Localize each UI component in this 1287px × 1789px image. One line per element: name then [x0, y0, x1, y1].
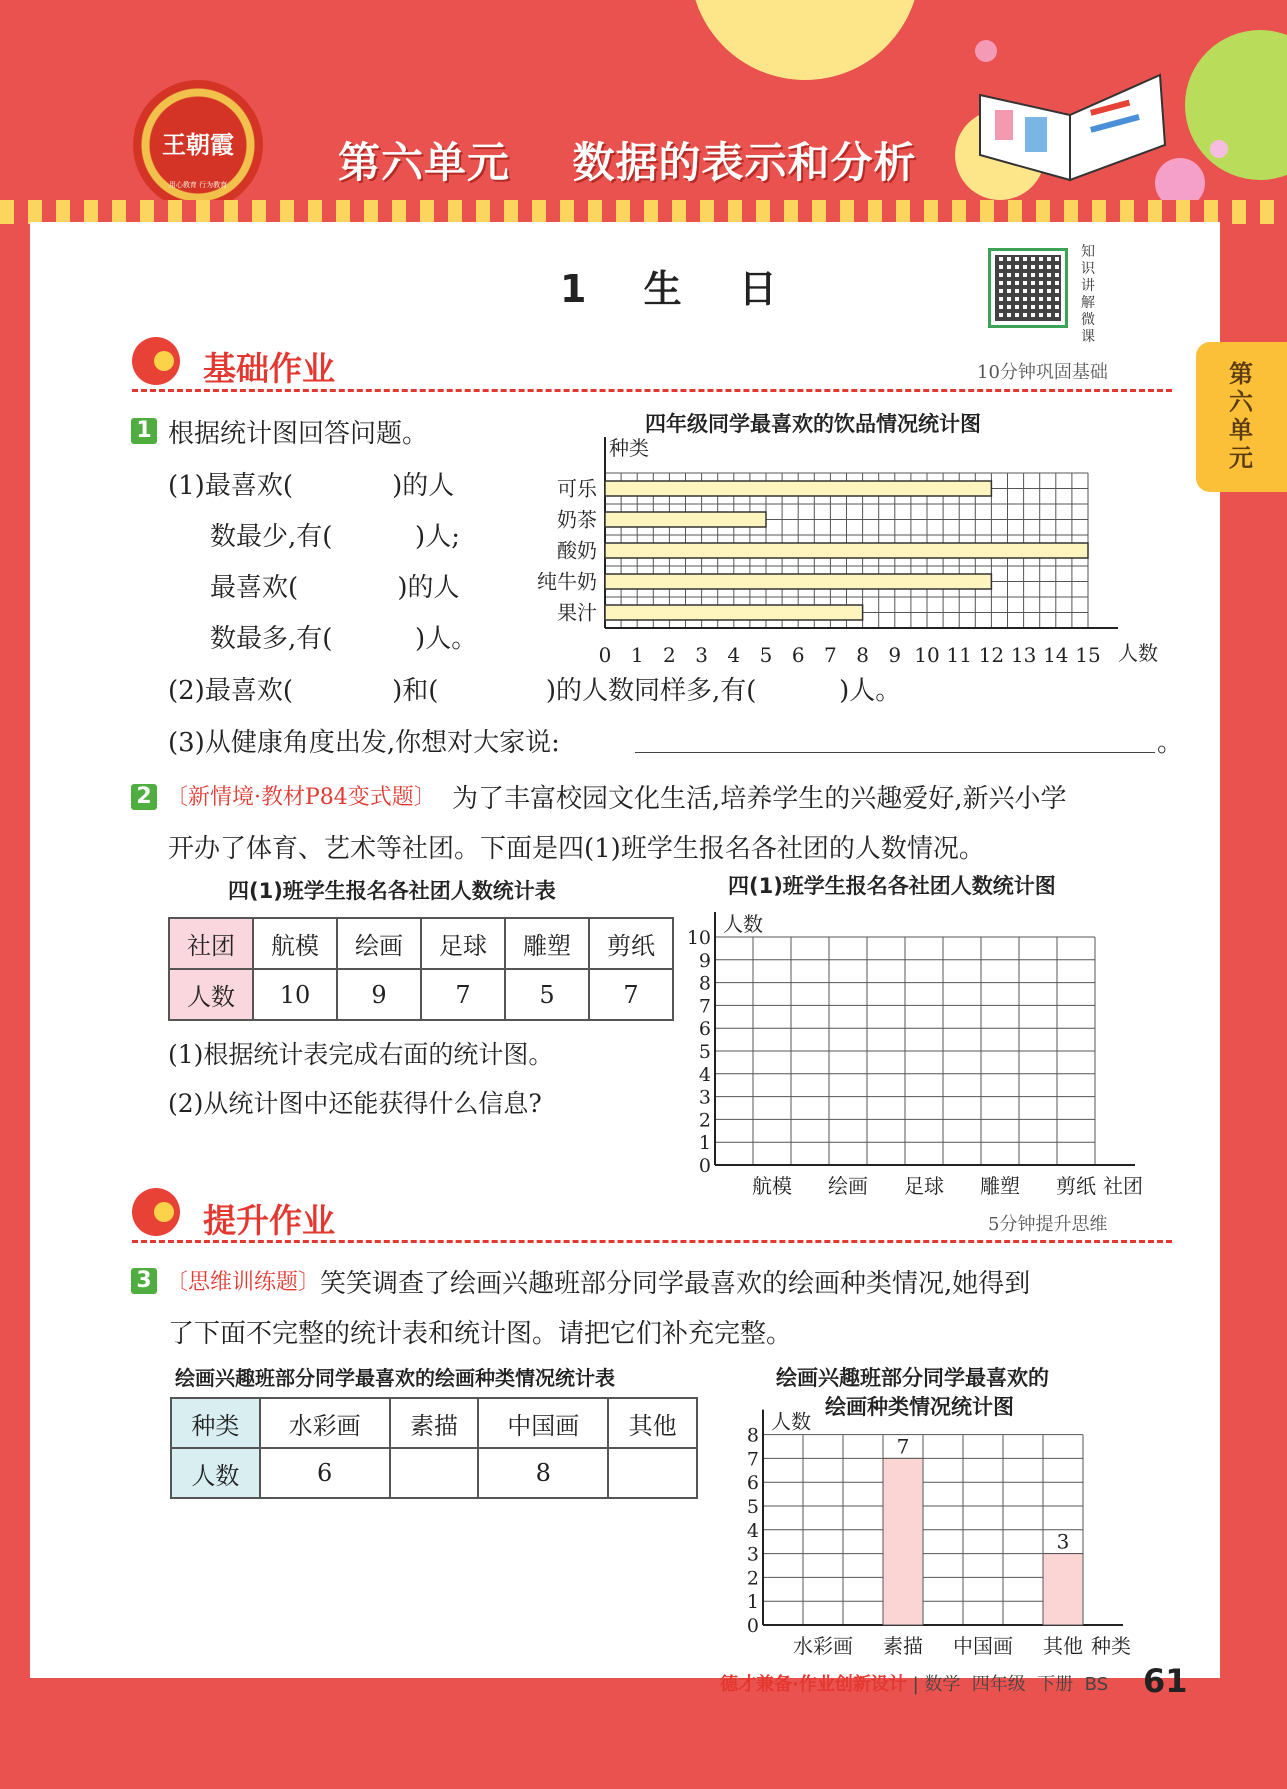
tick-label: 10 — [686, 927, 711, 949]
tick-label: 10 — [914, 643, 940, 665]
page-number: 61 — [1143, 1662, 1188, 1700]
tick-label: 4 — [746, 1519, 759, 1542]
question-number: 3 — [131, 1268, 157, 1294]
category-label: 酸奶 — [557, 538, 597, 563]
tick-label: 1 — [630, 643, 644, 665]
section-title: 基础作业 — [203, 349, 335, 388]
table-header-cell: 中国画 — [478, 1398, 608, 1448]
tick-label: 1 — [698, 1132, 711, 1155]
question-number: 2 — [131, 784, 157, 810]
tick-label: 7 — [746, 1448, 759, 1471]
x-axis-label: 人数 — [1118, 641, 1158, 665]
club-bar-chart[interactable] — [680, 895, 1180, 1200]
section-divider — [132, 389, 1172, 392]
book-illustration — [970, 55, 1170, 185]
tick-label: 8 — [746, 1424, 759, 1447]
table-title: 四(1)班学生报名各社团人数统计表 — [228, 879, 556, 903]
category-label: 果汁 — [557, 600, 597, 625]
section-note: 5分钟提升思维 — [988, 1214, 1108, 1235]
chart-title: 绘画种类情况统计图 — [825, 1395, 1014, 1419]
tick-label: 0 — [746, 1615, 759, 1637]
tick-label: 6 — [791, 643, 805, 665]
chart-title: 绘画兴趣班部分同学最喜欢的 — [776, 1366, 1049, 1390]
tick-label: 2 — [698, 1109, 711, 1132]
section-divider — [132, 1240, 1172, 1243]
question-line: 数最多,有( )人。 — [210, 624, 478, 654]
category-label: 水彩画 — [793, 1634, 853, 1658]
decor-dot — [1210, 140, 1228, 158]
qr-code-icon[interactable] — [988, 248, 1068, 328]
bar — [605, 574, 991, 589]
sub-question: (1)根据统计表完成右面的统计图。 — [168, 1040, 554, 1069]
tick-label: 5 — [698, 1041, 711, 1063]
category-label: 素描 — [883, 1634, 923, 1658]
data-label: 3 — [1056, 1529, 1070, 1554]
qr-label: 知识讲解微课 — [1081, 244, 1095, 345]
tick-label: 9 — [888, 643, 902, 665]
table-header-cell: 足球 — [421, 918, 505, 969]
section-title: 提升作业 — [203, 1201, 335, 1240]
question-text: 开办了体育、艺术等社团。下面是四(1)班学生报名各社团的人数情况。 — [168, 834, 985, 864]
bar — [605, 605, 863, 620]
tick-label: 8 — [856, 643, 869, 665]
table-title: 绘画兴趣班部分同学最喜欢的绘画种类情况统计表 — [175, 1366, 615, 1390]
footer-brand: 德才兼备·作业创新设计 — [720, 1674, 907, 1695]
tick-label: 14 — [1043, 643, 1069, 665]
tick-label: 11 — [946, 643, 972, 665]
y-axis-label: 人数 — [771, 1409, 811, 1434]
tick-label: 4 — [727, 643, 741, 665]
category-label: 中国画 — [953, 1634, 1013, 1658]
tick-label: 0 — [598, 643, 612, 665]
category-label: 其他 — [1043, 1634, 1083, 1658]
table-cell: 7 — [589, 969, 673, 1020]
table-cell: 10 — [253, 969, 337, 1020]
decor-circle — [690, 0, 920, 80]
tick-label: 6 — [698, 1018, 711, 1041]
tick-label: 4 — [698, 1063, 711, 1086]
table-row-label: 人数 — [169, 969, 253, 1020]
table-cell: 9 — [337, 969, 421, 1020]
data-label: 7 — [896, 1434, 910, 1459]
bar — [883, 1458, 923, 1625]
tick-label: 12 — [978, 643, 1005, 665]
decor-circle — [1185, 30, 1287, 180]
table-row-label: 人数 — [171, 1448, 260, 1498]
table-header-cell: 素描 — [390, 1398, 479, 1448]
table-cell: 5 — [505, 969, 589, 1020]
table-cell: 7 — [421, 969, 505, 1020]
logo-text: 王朝霞 — [162, 130, 234, 159]
end-mark: 。 — [1157, 728, 1184, 758]
question-line: (1)最喜欢( )的人 — [168, 471, 455, 501]
question-line: 最喜欢( )的人 — [210, 573, 460, 603]
question-text: 笑笑调查了绘画兴趣班部分同学最喜欢的绘画种类情况,她得到 — [320, 1269, 1031, 1299]
table-cell-blank[interactable] — [390, 1448, 479, 1498]
decor-wave-border — [0, 200, 1287, 224]
tick-label: 7 — [698, 995, 711, 1018]
category-label: 剪纸 — [1056, 1174, 1096, 1198]
tick-label: 5 — [746, 1496, 759, 1518]
question-line: (3)从健康角度出发,你想对大家说: — [168, 728, 560, 758]
bar — [605, 543, 1088, 558]
category-label: 纯牛奶 — [537, 569, 597, 594]
table-cell: 6 — [260, 1448, 390, 1498]
question-title: 根据统计图回答问题。 — [168, 419, 429, 449]
x-axis-label: 种类 — [1091, 1634, 1131, 1658]
tick-label: 1 — [746, 1591, 759, 1614]
category-label: 雕塑 — [980, 1174, 1020, 1198]
category-label: 航模 — [752, 1174, 792, 1198]
side-tab-label: 第六单元 — [1229, 360, 1253, 472]
footer-info: | 数学 四年级 下册 BS — [906, 1674, 1109, 1695]
tick-label: 0 — [698, 1155, 711, 1177]
y-axis-label: 人数 — [723, 912, 763, 936]
lesson-title: 1 生 日 — [560, 267, 799, 311]
question-line: 数最少,有( )人; — [210, 522, 460, 552]
answer-line[interactable] — [635, 752, 1155, 753]
drink-bar-chart — [515, 435, 1180, 665]
tick-label: 3 — [695, 643, 708, 665]
chart-title: 四(1)班学生报名各社团人数统计图 — [728, 874, 1056, 898]
table-header-cell: 水彩画 — [260, 1398, 390, 1448]
club-table — [168, 917, 674, 1021]
section-note: 10分钟巩固基础 — [977, 362, 1108, 383]
tick-label: 3 — [746, 1543, 759, 1566]
table-header-cell: 雕塑 — [505, 918, 589, 969]
tick-label: 3 — [698, 1086, 711, 1109]
category-label: 可乐 — [557, 476, 597, 501]
section-icon — [132, 337, 180, 385]
table-header-cell: 种类 — [171, 1398, 260, 1448]
painting-table — [170, 1397, 698, 1499]
footer-text — [720, 1670, 1108, 1696]
question-tag: 〔新情境·教材P84变式题〕 — [166, 785, 436, 810]
bar — [605, 512, 766, 527]
table-cell-blank[interactable] — [608, 1448, 697, 1498]
section-icon — [132, 1188, 180, 1236]
side-tab — [1196, 342, 1287, 492]
logo-subtext: 用心教育 行为教育 — [168, 181, 228, 189]
x-axis-label: 社团 — [1103, 1174, 1143, 1198]
tick-label: 5 — [759, 643, 773, 665]
table-cell: 8 — [478, 1448, 608, 1498]
table-header-cell: 其他 — [608, 1398, 697, 1448]
table-header-cell: 社团 — [169, 918, 253, 969]
tick-label: 7 — [824, 643, 837, 665]
category-label: 奶茶 — [557, 507, 597, 532]
bar — [605, 481, 991, 496]
painting-bar-chart[interactable] — [735, 1400, 1195, 1660]
question-text: 了下面不完整的统计表和统计图。请把它们补充完整。 — [168, 1319, 793, 1349]
table-header-cell: 剪纸 — [589, 918, 673, 969]
tick-label: 2 — [663, 643, 676, 665]
tick-label: 15 — [1075, 643, 1101, 665]
question-text: 为了丰富校园文化生活,培养学生的兴趣爱好,新兴小学 — [452, 784, 1067, 814]
tick-label: 8 — [698, 972, 711, 995]
question-line: (2)最喜欢( )和( )的人数同样多,有( )人。 — [168, 676, 902, 706]
question-number: 1 — [131, 418, 157, 444]
tick-label: 13 — [1010, 643, 1037, 665]
tick-label: 2 — [746, 1567, 759, 1590]
chart-title: 四年级同学最喜欢的饮品情况统计图 — [645, 412, 981, 436]
category-label: 足球 — [904, 1174, 944, 1198]
category-label: 绘画 — [828, 1174, 868, 1198]
table-header-cell: 航模 — [253, 918, 337, 969]
unit-title: 第六单元 数据的表示和分析 — [338, 138, 917, 187]
question-tag: 〔思维训练题〕 — [166, 1270, 321, 1295]
bar — [1043, 1554, 1083, 1625]
table-header-cell: 绘画 — [337, 918, 421, 969]
y-axis-label: 种类 — [609, 436, 649, 460]
sub-question: (2)从统计图中还能获得什么信息? — [168, 1089, 542, 1118]
tick-label: 9 — [698, 949, 711, 972]
tick-label: 6 — [746, 1472, 759, 1495]
